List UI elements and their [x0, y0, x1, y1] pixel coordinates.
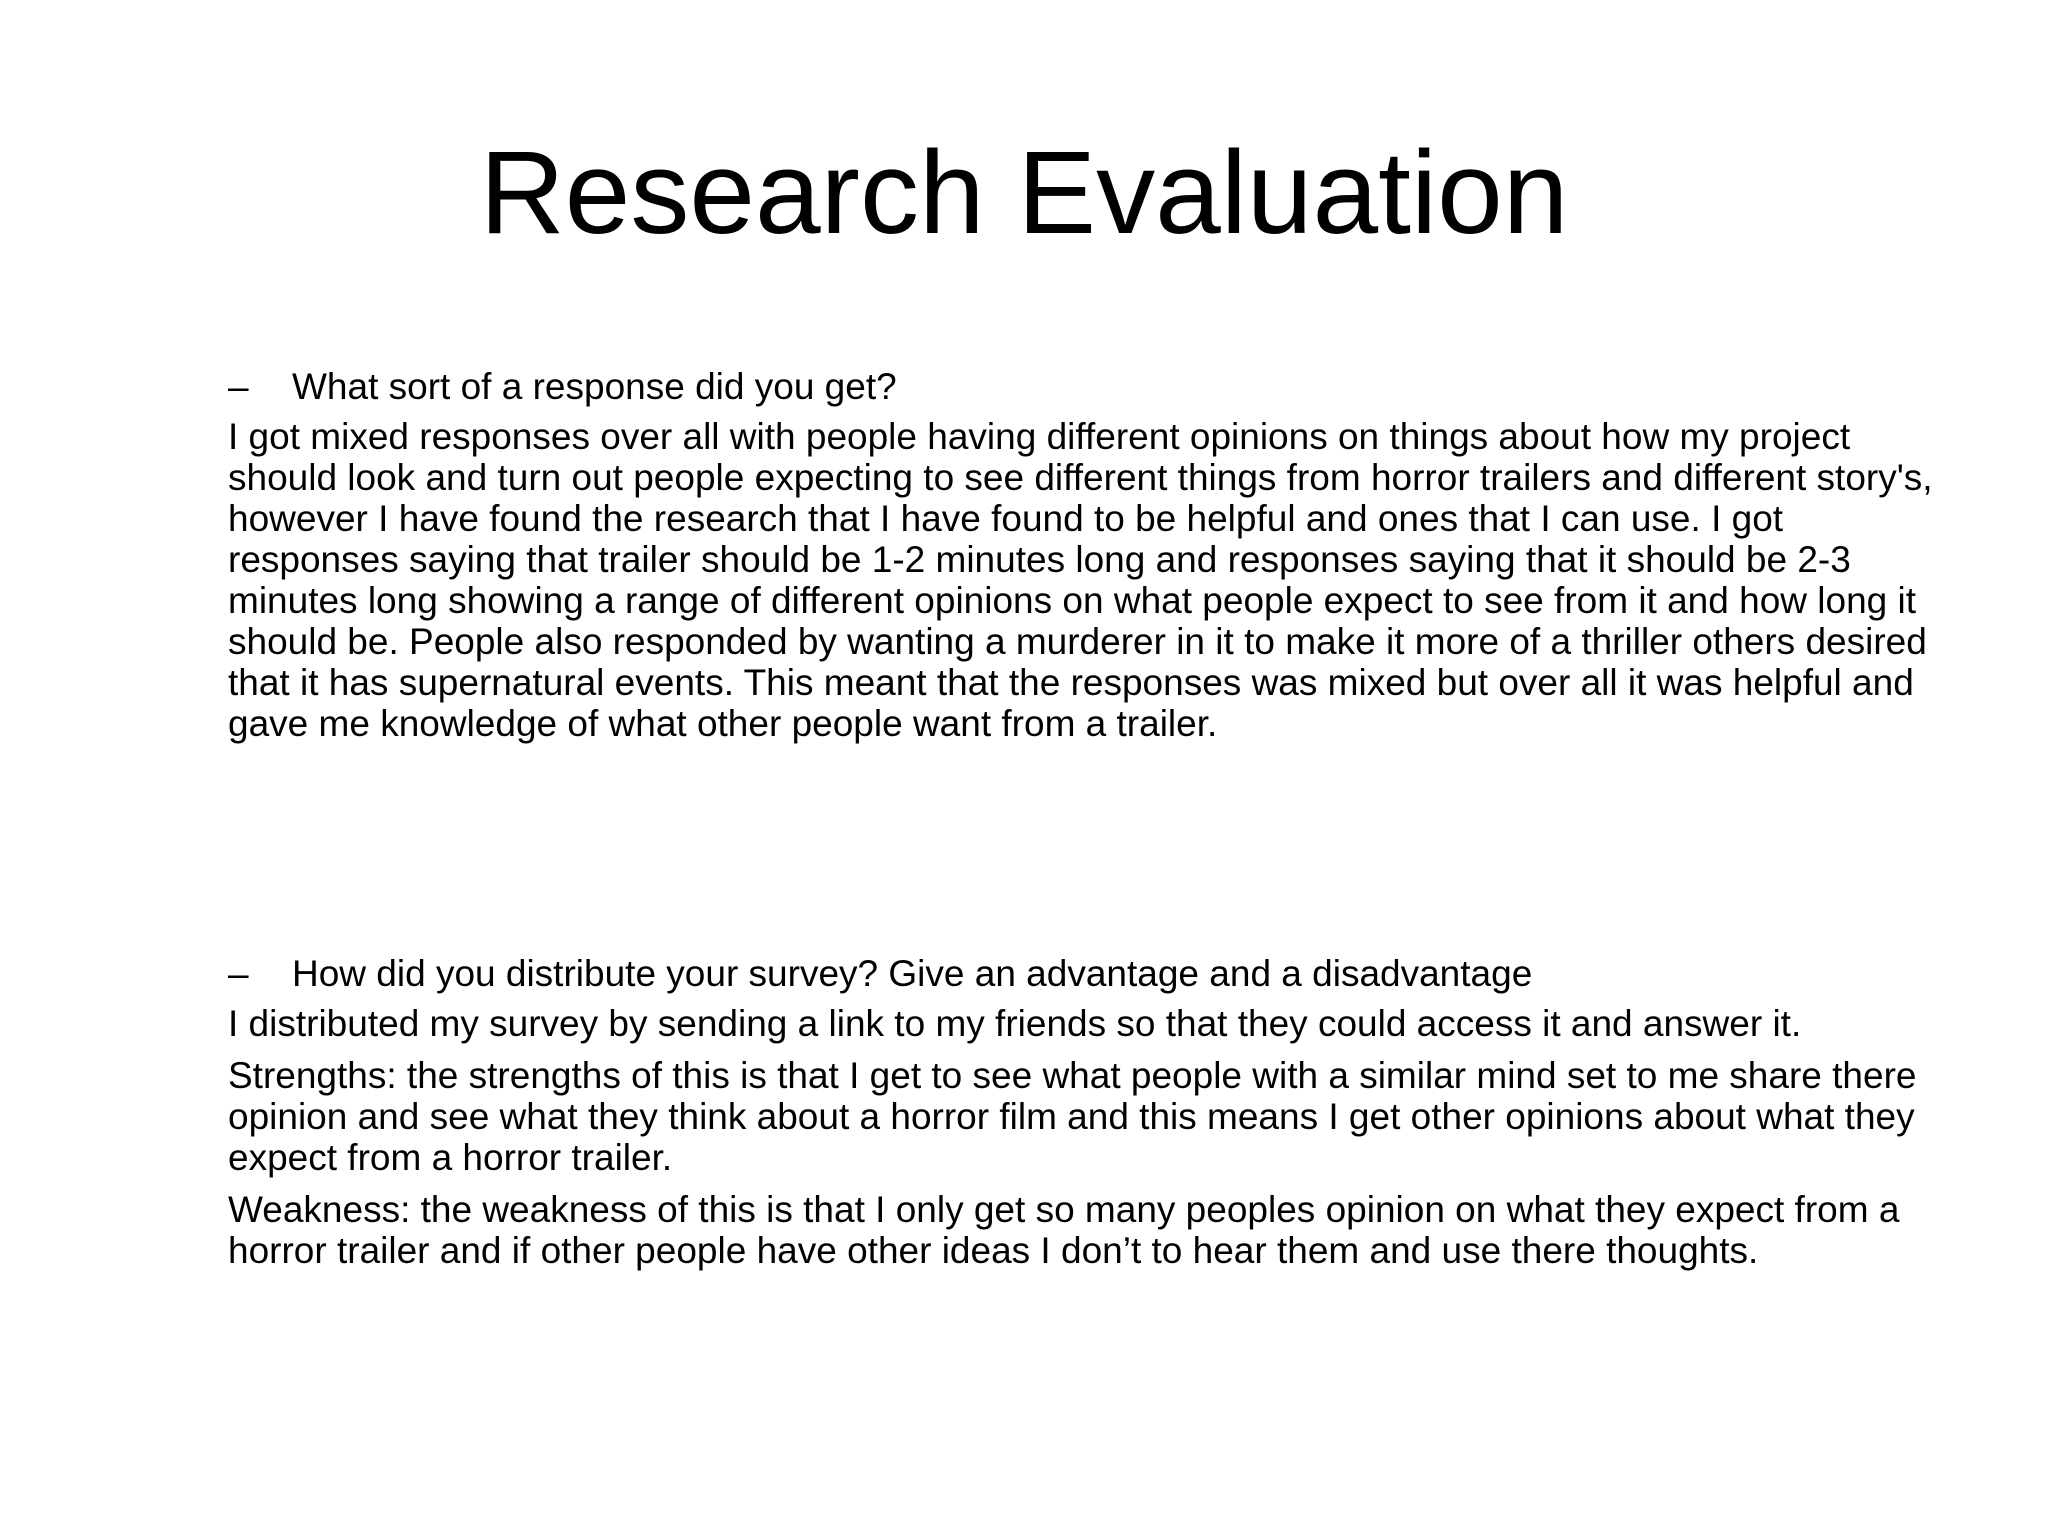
question-distribution [228, 953, 1948, 995]
section-distribution [228, 953, 1948, 1282]
dash-bullet: – [228, 366, 249, 407]
dash-bullet: – [228, 953, 249, 994]
strengths-paragraph: Strengths: the strengths of this is that I get to see what people with a similar mind set to me share there opinion and see what they think about a horror film and this means I get other opinions about what they expect from a horror trailer. [228, 1055, 1917, 1178]
question-text: How did you distribute your survey? Give an advantage and a disadvantage [292, 953, 1533, 994]
slide-title: Research Evaluation [479, 127, 1569, 259]
question-response [228, 366, 1948, 408]
answer-paragraph: I got mixed responses over all with people having different opinions on things about how my project should look and turn out people expecting to see different things from horror trailers and different story's, however I have found the research that I have found to be helpful and ones that I can use. I got responses saying that trailer should be 1-2 minutes long and responses saying that it should be 2-3 minutes long showing a range of different opinions on what people expect to see from it and how long it should be. People also responded by wanting a murderer in it to make it more of a thriller others desired that it has supernatural events. This meant that the responses was mixed but over all it was helpful and gave me knowledge of what other people want from a trailer. [228, 416, 1933, 744]
question-text: What sort of a response did you get? [292, 366, 897, 407]
weakness-paragraph: Weakness: the weakness of this is that I only get so many peoples opinion on what they expect from a horror trailer and if other people have other ideas I don’t to hear them and use there thoughts. [228, 1189, 1900, 1271]
answer-paragraph: I distributed my survey by sending a link to my friends so that they could access it and answer it. [228, 1003, 1802, 1044]
section-response [228, 366, 1948, 755]
